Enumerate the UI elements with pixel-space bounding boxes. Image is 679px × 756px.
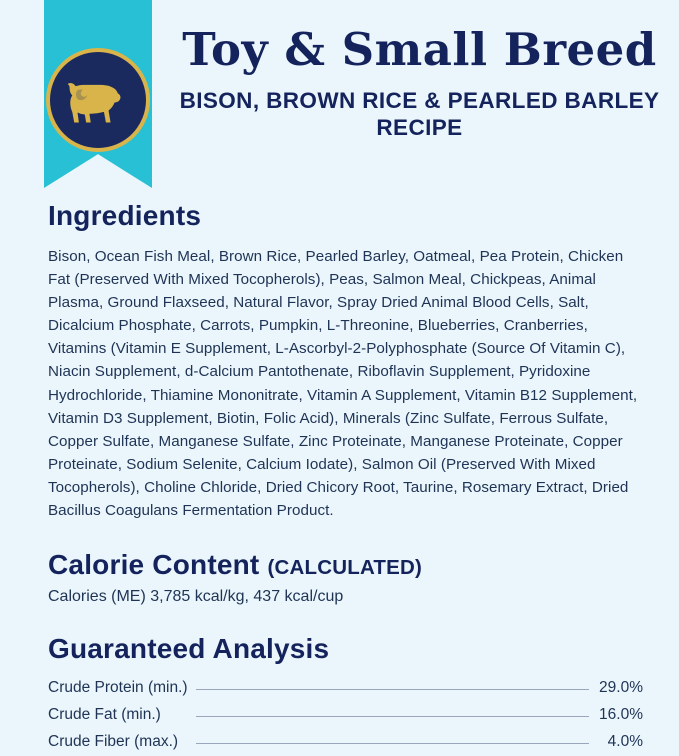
ga-leader-line — [196, 675, 590, 702]
title-block — [170, 23, 669, 141]
calorie-content-heading — [48, 549, 643, 581]
ga-leader-line — [196, 729, 590, 756]
table-row — [48, 729, 643, 756]
ga-value: 4.0% — [607, 733, 643, 751]
ingredients-text: Bison, Ocean Fish Meal, Brown Rice, Pearled Barley, Oatmeal, Pea Protein, Chicken Fat (Preserved With Mixed Tocopherols), Peas, Salmon Meal, Chickpeas, Animal Plasma, Ground Flaxseed, Natural Flavor, Spray Dried Animal Blood Cells, Salt, Dicalcium Phosphate, Carrots, Pumpkin, L-Threonine, Blueberries, Cranberries, Vitamins (Vitamin E Supplement, L-Ascorbyl-2-Polyphosphate (Source Of Vitamin C), Niacin Supplement, d-Calcium Pantothenate, Riboflavin Supplement, Pyridoxine Hydrochloride, Thiamine Mononitrate, Vitamin A Supplement, Vitamin B12 Supplement, Vitamin D3 Supplement, Biotin, Folic Acid), Minerals (Zinc Sulfate, Ferrous Sulfate, Copper Sulfate, Manganese Sulfate, Zinc Proteinate, Manganese Proteinate, Copper Proteinate, Sodium Selenite, Calcium Iodate), Salmon Oil (Preserved With Mixed Tocopherols), Choline Chloride, Dried Chicory Root, Taurine, Rosemary Extract, Dried Bacillus Coagulans Fermentation Product. — [48, 248, 638, 520]
product-subtitle: BISON, BROWN RICE & PEARLED BARLEY RECIPE — [179, 87, 660, 141]
calorie-content-heading-suffix: (CALCULATED) — [267, 556, 423, 580]
guaranteed-analysis-heading: Guaranteed Analysis — [48, 632, 330, 664]
calorie-content-heading-main: Calorie Content — [48, 549, 260, 581]
guaranteed-analysis-table — [48, 675, 643, 756]
ga-label: Crude Fiber (max.) — [48, 733, 179, 751]
label-content — [48, 200, 643, 756]
ingredients-section — [48, 200, 643, 522]
ingredients-heading: Ingredients — [48, 200, 202, 231]
ga-leader-line — [196, 702, 590, 729]
product-title: Toy & Small Breed — [182, 23, 657, 76]
ga-value: 29.0% — [599, 679, 643, 697]
ga-value: 16.0% — [599, 706, 643, 724]
calorie-content-line: Calories (ME) 3,785 kcal/kg, 437 kcal/cup — [48, 588, 344, 606]
label-header — [0, 0, 679, 196]
ga-label: Crude Fat (min.) — [48, 706, 161, 724]
ga-label: Crude Protein (min.) — [48, 679, 188, 697]
calorie-content-section — [48, 549, 643, 608]
bison-seal — [46, 48, 150, 152]
guaranteed-analysis-section — [48, 633, 643, 756]
table-row — [48, 675, 643, 702]
table-row — [48, 702, 643, 729]
bison-icon — [65, 75, 131, 125]
